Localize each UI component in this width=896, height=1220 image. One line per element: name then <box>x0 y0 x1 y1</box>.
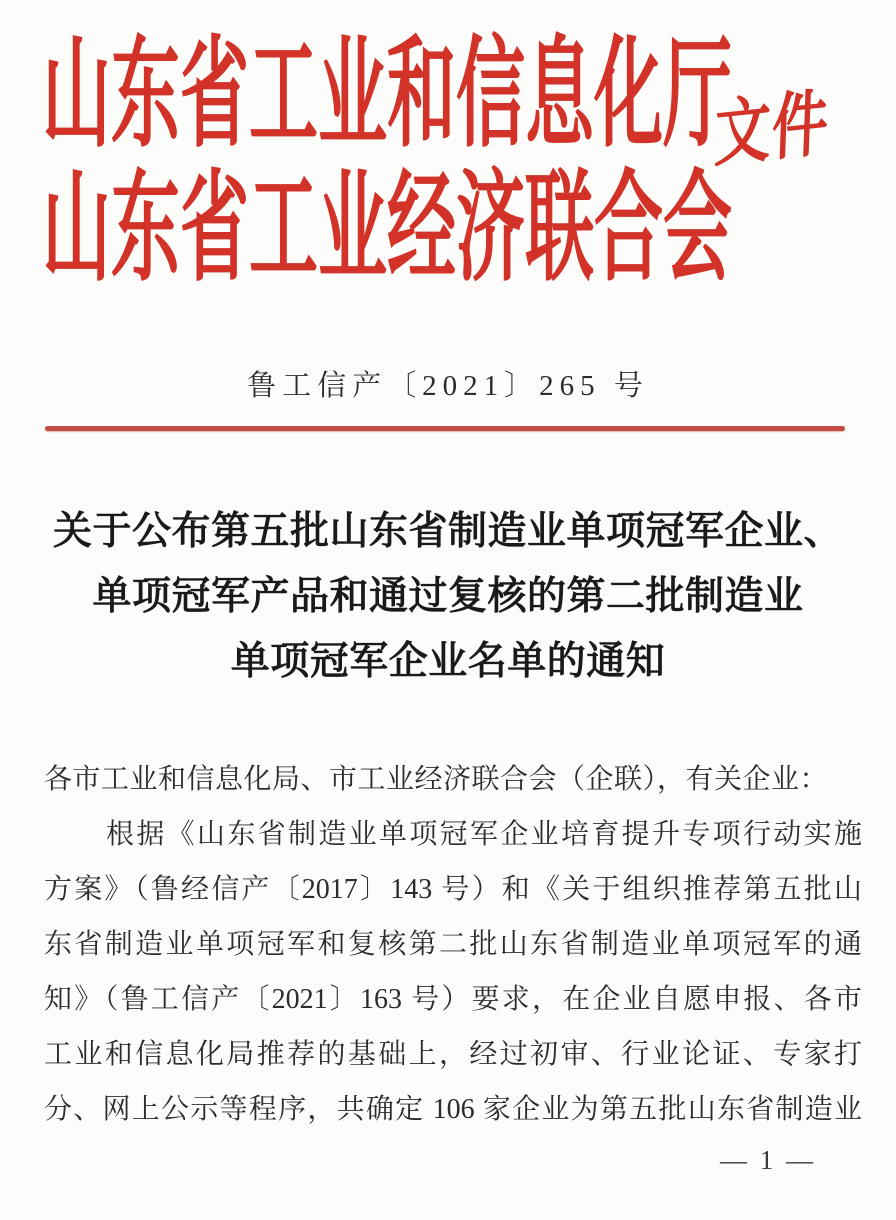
document-body <box>44 752 862 1137</box>
red-divider-line <box>45 426 845 431</box>
title-line-2: 单项冠军产品和通过复核的第二批制造业 <box>92 575 804 618</box>
body-line-5: 知》（鲁工信产〔2021〕163 号）要求，在企业自愿申报、各市 <box>44 984 862 1015</box>
page-number: — 1 — <box>720 1145 816 1175</box>
body-line-7: 分、网上公示等程序，共确定 106 家企业为第五批山东省制造业 <box>44 1094 862 1125</box>
salutation-line: 各市工业和信息化局、市工业经济联合会（企联），有关企业： <box>44 764 829 795</box>
document-title <box>0 499 896 694</box>
document-reference-number: 鲁工信产〔2021〕265 号 <box>247 370 649 402</box>
title-line-1: 关于公布第五批山东省制造业单项冠军企业、 <box>52 510 843 553</box>
letterhead-org-line2: 山东省工业经济联合会 <box>42 162 732 295</box>
body-line-3: 方案》（鲁经信产〔2017〕143 号）和《关于组织推荐第五批山 <box>44 874 862 905</box>
letterhead-org-line1: 山东省工业和信息化厅 <box>42 28 732 161</box>
letterhead-doc-type-label: 文件 <box>713 82 831 176</box>
title-line-3: 单项冠军企业名单的通知 <box>230 640 666 683</box>
body-line-4: 东省制造业单项冠军和复核第二批山东省制造业单项冠军的通 <box>44 929 862 960</box>
body-line-6: 工业和信息化局推荐的基础上，经过初审、行业论证、专家打 <box>44 1039 862 1070</box>
body-line-2: 根据《山东省制造业单项冠军企业培育提升专项行动实施 <box>106 819 862 850</box>
